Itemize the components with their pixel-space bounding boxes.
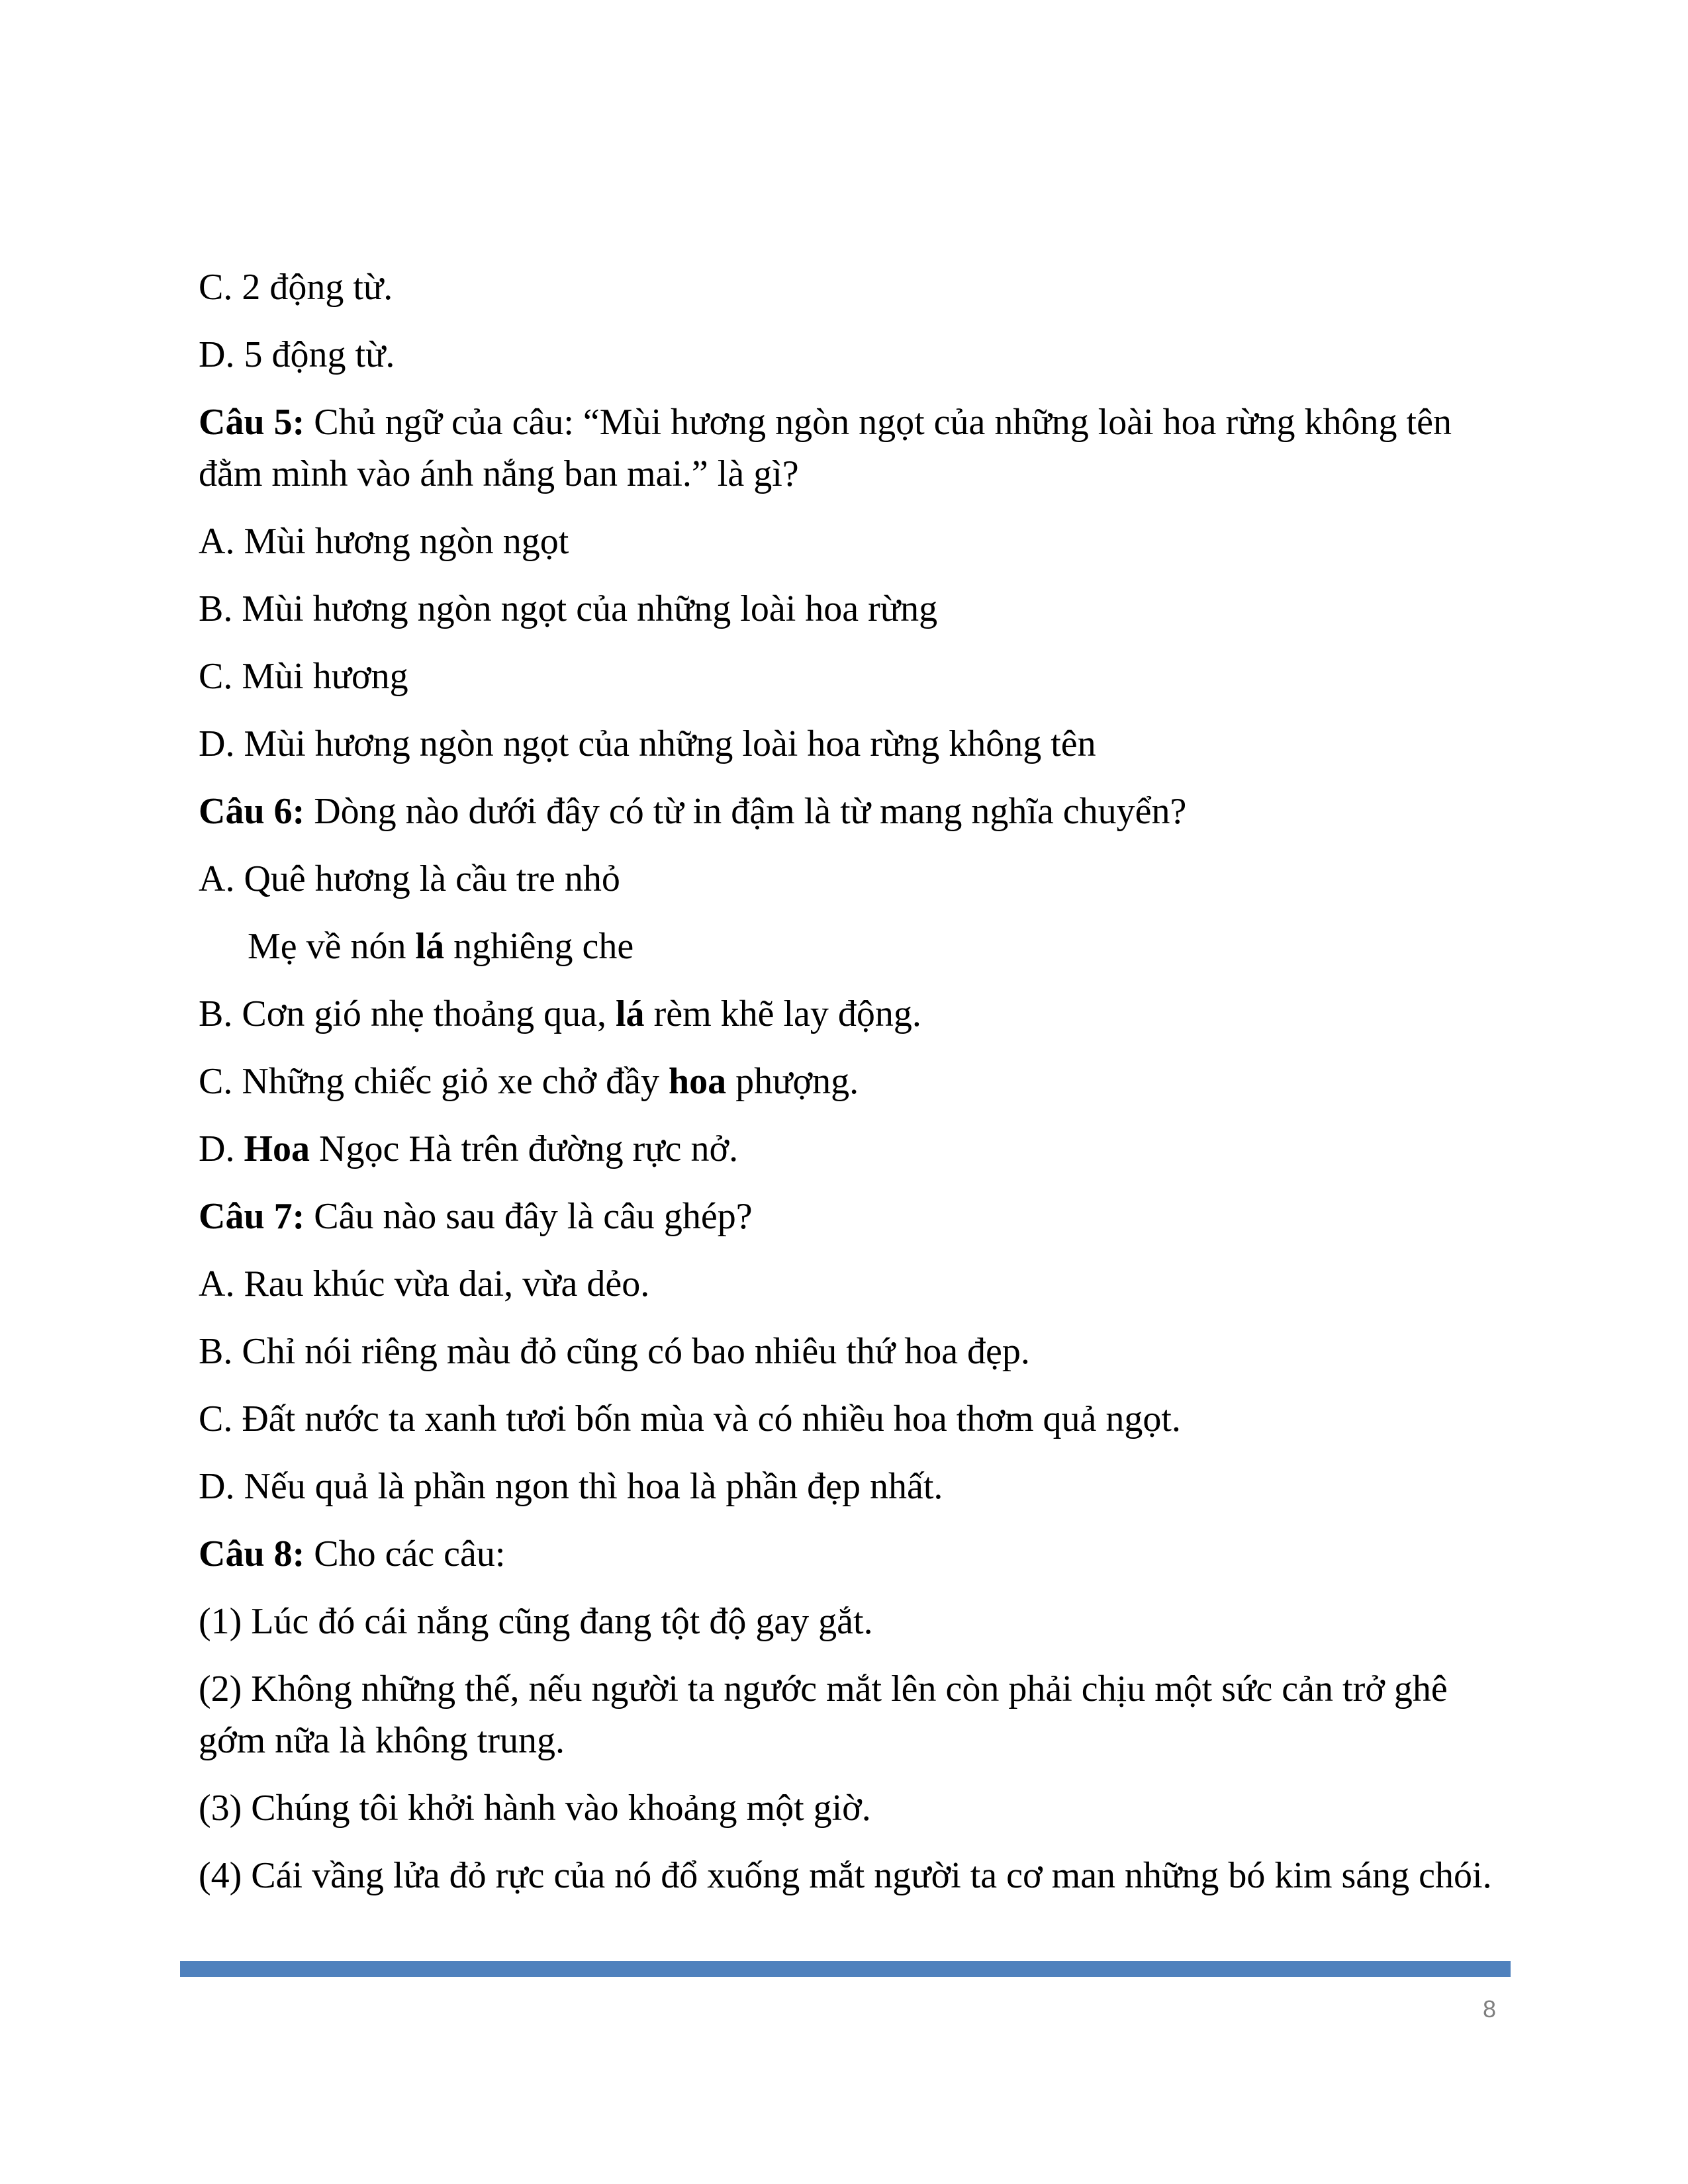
q6-option-c-post: phượng. <box>726 1061 859 1102</box>
question-8-text: Cho các câu: <box>305 1533 506 1574</box>
page-content <box>199 261 1496 1917</box>
q5-option-c: C. Mùi hương <box>199 656 408 697</box>
question-7-text: Câu nào sau đây là câu ghép? <box>305 1196 753 1237</box>
q8-sentence-1: (1) Lúc đó cái nắng cũng đang tột độ gay gắt. <box>199 1601 873 1642</box>
q7-option-c: C. Đất nước ta xanh tươi bốn mùa và có nhiều hoa thơm quả ngọt. <box>199 1398 1181 1439</box>
question-7-label: Câu 7: <box>199 1196 305 1237</box>
q6-option-c-bold-word: hoa <box>669 1061 727 1102</box>
q7-option-d: D. Nếu quả là phần ngon thì hoa là phần đẹp nhất. <box>199 1466 943 1507</box>
q8-sentence-3: (3) Chúng tôi khởi hành vào khoảng một giờ. <box>199 1788 871 1829</box>
q5-option-d: D. Mùi hương ngòn ngọt của những loài hoa rừng không tên <box>199 723 1096 764</box>
q7-option-b: B. Chỉ nói riêng màu đỏ cũng có bao nhiêu thứ hoa đẹp. <box>199 1331 1030 1372</box>
question-5-label: Câu 5: <box>199 402 305 443</box>
q6-option-c <box>199 1056 1496 1107</box>
q6-option-d-bold-word: Hoa <box>244 1128 310 1169</box>
question-6-text: Dòng nào dưới đây có từ in đậm là từ mang nghĩa chuyển? <box>305 791 1187 832</box>
q6-option-a-line2-pre: Mẹ về nón <box>248 926 416 967</box>
q7-option-a: A. Rau khúc vừa dai, vừa dẻo. <box>199 1263 650 1304</box>
footer-rule <box>180 1961 1511 1977</box>
prev-option-c: C. 2 động từ. <box>199 267 393 308</box>
q6-option-d <box>199 1123 1496 1175</box>
q8-sentence-2: (2) Không những thế, nếu người ta ngước mắt lên còn phải chịu một sức cản trở ghê gớm nữa là không trung. <box>199 1668 1448 1761</box>
q6-option-a-bold-word: lá <box>415 926 445 967</box>
q6-option-d-pre: D. <box>199 1128 244 1169</box>
q6-option-b <box>199 988 1496 1040</box>
q5-option-b: B. Mùi hương ngòn ngọt của những loài hoa rừng <box>199 588 938 629</box>
page-number: 8 <box>1482 1995 1496 2023</box>
q6-option-a-line1: A. Quê hương là cầu tre nhỏ <box>199 858 620 899</box>
prev-option-d: D. 5 động từ. <box>199 334 395 375</box>
question-5 <box>199 396 1496 500</box>
question-8-label: Câu 8: <box>199 1533 305 1574</box>
question-6 <box>199 786 1496 837</box>
q6-option-b-post: rèm khẽ lay động. <box>644 993 921 1034</box>
q5-option-a: A. Mùi hương ngòn ngọt <box>199 521 569 562</box>
q8-sentence-4: (4) Cái vầng lửa đỏ rực của nó đổ xuống mắt người ta cơ man những bó kim sáng chói. <box>199 1855 1492 1896</box>
question-8 <box>199 1528 1496 1580</box>
q6-option-d-post: Ngọc Hà trên đường rực nở. <box>310 1128 739 1169</box>
q6-option-b-pre: B. Cơn gió nhẹ thoảng qua, <box>199 993 616 1034</box>
q6-option-b-bold-word: lá <box>616 993 645 1034</box>
q6-option-a-line2-post: nghiêng che <box>444 926 634 967</box>
q6-option-c-pre: C. Những chiếc giỏ xe chở đầy <box>199 1061 669 1102</box>
q6-option-a-line2 <box>199 921 1496 972</box>
question-6-label: Câu 6: <box>199 791 305 832</box>
question-7 <box>199 1191 1496 1242</box>
question-5-text: Chủ ngữ của câu: “Mùi hương ngòn ngọt của những loài hoa rừng không tên đằm mình vào ánh nắng ban mai.” là gì? <box>199 402 1452 494</box>
